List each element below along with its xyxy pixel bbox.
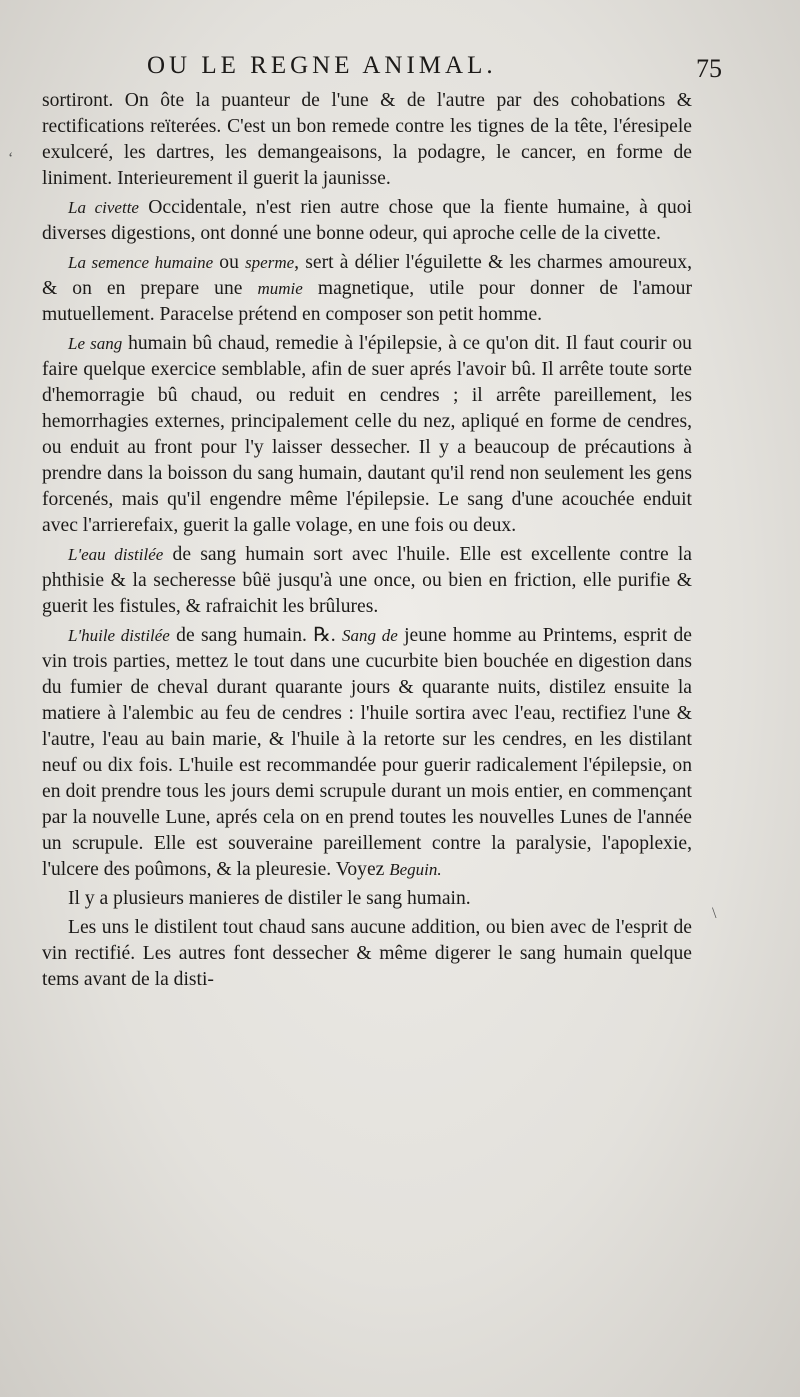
italic-term: Beguin. <box>389 860 442 879</box>
paragraph-text: magnetique, utile pour donner de l'amour mutuellement. Paracelse prétend en composer son petit homme. <box>42 278 692 325</box>
italic-term: mumie <box>257 279 303 298</box>
paragraph <box>42 88 692 192</box>
paragraph-text: Il y a plusieurs manieres de distiler le sang humain. <box>68 888 471 909</box>
italic-term: L'eau distilée <box>68 545 164 564</box>
paragraph-text: ou <box>213 252 246 273</box>
paragraph-text: de sang humain sort avec l'huile. Elle est excellente contre la phthisie & la secheresse bûë jusqu'à une once, ou bien en friction, elle purifie & guerit les fistules, & rafraichit les brûlures. <box>42 544 692 617</box>
paragraph-text: de sang humain. ℞. <box>169 625 343 646</box>
italic-term: L'huile distilée <box>68 626 170 645</box>
italic-term: La semence humaine <box>68 253 214 272</box>
margin-mark: \ <box>712 905 717 922</box>
page-header <box>42 52 722 92</box>
paragraph-text: jeune homme au Printems, esprit de vin trois parties, mettez le tout dans une cucurbite bien bouchée en digestion dans du fumier de cheval durant quarante jours & quarante nuits, distilez ensuite la matiere à l'alembic au feu de cendres : l'huile sortira avec l'eau, rectifiez l'une & l'autre, l'eau au bain marie, & l'huile à la retorte sur les cendres, en les distilant neuf ou dix fois. L'huile est recommandée pour guerir radicalement l'épilepsie, on en doit prendre tous les jours demi scrupule durant un mois entier, en commençant par la nouvelle Lune, aprés cela on en prend toutes les nouvelles Lunes de l'année un scrupule. Elle est souveraine pareillement contre la paralysie, l'apoplexie, l'ulcere des poûmons, & la pleuresie. Voyez <box>42 625 692 880</box>
paragraph <box>42 195 692 247</box>
paragraph-text: Occidentale, n'est rien autre chose que la fiente humaine, à quoi diverses digestions, ont donné une bonne odeur, qui aproche celle de la civette. <box>42 197 692 244</box>
italic-term: La civette <box>68 198 139 217</box>
paragraph <box>42 250 692 328</box>
page-number: 75 <box>696 54 722 83</box>
italic-term: sperme <box>245 253 295 272</box>
running-title: OU LE REGNE ANIMAL. <box>147 52 497 79</box>
italic-term: Le sang <box>68 334 123 353</box>
paragraph <box>42 915 692 993</box>
body-text <box>42 88 692 993</box>
paragraph <box>42 886 692 912</box>
paragraph-text: Les uns le distilent tout chaud sans aucune addition, ou bien avec de l'esprit de vin rectifié. Les autres font dessecher & même digerer le sang humain quelque tems avant de la disti- <box>42 917 692 990</box>
paragraph <box>42 623 692 883</box>
paragraph <box>42 331 692 539</box>
paragraph-text: humain bû chaud, remedie à l'épilepsie, à ce qu'on dit. Il faut courir ou faire quelque exercice semblable, afin de suer aprés l'avoir bû. Il arrête toute sorte d'hemorragie bû chaud, ou reduit en cendres ; il arrête pareillement, les hemorrhagies externes, principalement celle du nez, apliqué en forme de cendres, ou enduit au front pour l'y laisser dessecher. Il y a beaucoup de précautions à prendre dans la boisson du sang humain, dautant qu'il rend non seulement les gens forcenés, mais qu'il engendre même l'épilepsie. Le sang d'une acouchée enduit avec l'arrierefaix, guerit la galle volage, en une fois ou deux. <box>42 333 692 536</box>
paragraph-text: sortiront. On ôte la puanteur de l'une & de l'autre par des cohobations & rectifications reïterées. C'est un bon remede contre les tignes de la tête, l'éresipele exulceré, les dartres, les demangeaisons, la podagre, le cancer, en forme de liniment. Interieurement il guerit la jaunisse. <box>42 90 692 189</box>
margin-mark: ʻ <box>8 150 14 167</box>
italic-term: Sang de <box>342 626 398 645</box>
paragraph <box>42 542 692 620</box>
paragraph-text: , sert à délier l'éguilette & les charmes amoureux, & on en prepare une <box>42 252 692 299</box>
